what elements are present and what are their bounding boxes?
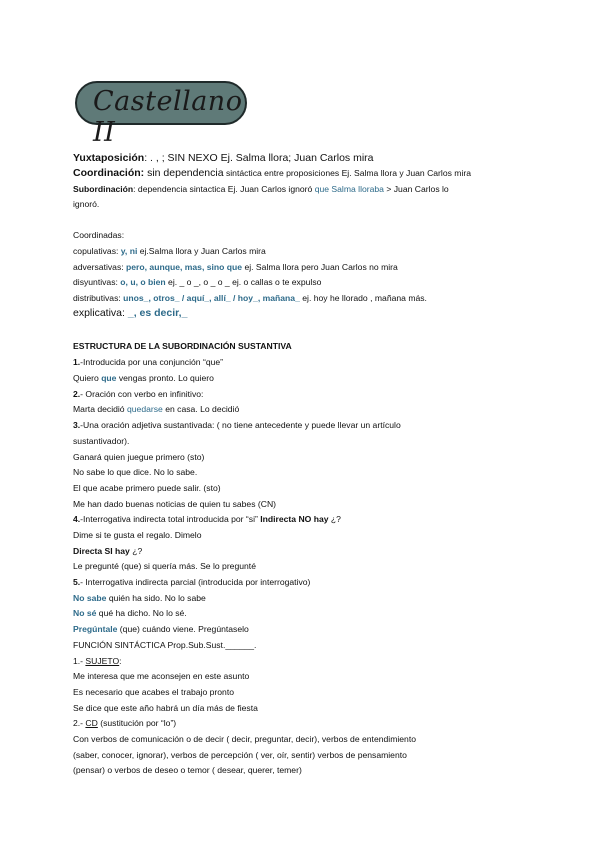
- text: - Oración con verbo en infinitivo:: [80, 389, 204, 399]
- text: Marta decidió: [73, 404, 127, 414]
- sujeto-heading: [73, 655, 122, 667]
- yuxtaposicion-line: [73, 152, 374, 164]
- highlight: No sé: [73, 608, 97, 618]
- term: Subordinación: [73, 184, 134, 194]
- adversativas-line: [73, 261, 398, 273]
- text: -Introducida por una conjunción “que”: [80, 357, 224, 367]
- label: SUJETO: [85, 656, 120, 666]
- text: qué ha dicho. No lo sé.: [96, 608, 187, 618]
- label: copulativas:: [73, 246, 121, 256]
- example-line: Me han dado buenas noticias de quien tu sabes (CN): [73, 499, 277, 509]
- copulativas-line: [73, 245, 266, 257]
- highlight: pero, aunque, mas, sino que: [126, 262, 243, 272]
- example-line: Ganará quien juegue primero (sto): [73, 452, 205, 462]
- item-3: [73, 419, 401, 431]
- example-line: Le pregunté (que) si quería más. Se lo pregunté: [73, 561, 256, 571]
- label: explicativa:: [73, 307, 128, 319]
- highlight: que: [101, 373, 117, 383]
- emphasis: Indirecta NO hay: [260, 514, 329, 524]
- highlight: o, u, o bien: [120, 277, 166, 287]
- example-line: [73, 623, 249, 635]
- text: sin dependencia: [144, 167, 224, 179]
- label: disyuntivas:: [73, 277, 121, 287]
- highlight: quedarse: [126, 404, 163, 414]
- section-heading: ESTRUCTURA DE LA SUBORDINACIÓN SUSTANTIVA: [73, 341, 292, 351]
- coordinadas-heading: Coordinadas:: [73, 230, 125, 240]
- text-line: (pensar) o verbos de deseo o temor ( desear, querer, temer): [73, 765, 302, 775]
- directa-line: [73, 545, 142, 557]
- highlight: que Salma lloraba: [314, 184, 384, 194]
- example-line: [73, 403, 239, 415]
- example-line: Se dice que este año habrá un día más de fiesta: [73, 703, 258, 713]
- text: > Juan Carlos lo: [383, 184, 449, 194]
- title-banner: [75, 81, 247, 148]
- text: ej. Salma llora pero Juan Carlos no mira: [242, 262, 398, 272]
- example-line: No sabe lo que dice. No lo sabe.: [73, 467, 198, 477]
- text: : . , ; SIN NEXO Ej. Salma llora; Juan Carlos mira: [144, 152, 374, 164]
- text: ¿?: [328, 514, 341, 524]
- text: ej. _ o _, o _ o _ ej. o callas o te expulso: [165, 277, 322, 287]
- text: Quiero: [73, 373, 102, 383]
- text: quién ha sido. No lo sabe: [106, 593, 206, 603]
- text: vengas pronto. Lo quiero: [116, 373, 214, 383]
- highlight: No sabe: [73, 593, 107, 603]
- example-line: Es necesario que acabes el trabajo pronto: [73, 687, 234, 697]
- text: (que) cuándo viene. Pregúntaselo: [117, 624, 249, 634]
- text-line: Con verbos de comunicación o de decir ( decir, preguntar, decir), verbos de entendimiento: [73, 734, 416, 744]
- label: adversativas:: [73, 262, 127, 272]
- text: (sustitución por “lo”): [97, 718, 177, 728]
- label: distributivas:: [73, 293, 124, 303]
- funcion-heading: FUNCIÓN SINTÁCTICA Prop.Sub.Sust.______.: [73, 640, 257, 650]
- example-line: Me interesa que me aconsejen en este asunto: [73, 671, 250, 681]
- text-line: (saber, conocer, ignorar), verbos de percepción ( ver, oír, sentir) verbos de pensamiento: [73, 750, 407, 760]
- text: - Interrogativa indirecta parcial (introducida por interrogativo): [80, 577, 311, 587]
- text-line: sustantivador).: [73, 436, 130, 446]
- example-line: [73, 592, 206, 604]
- text: :: [119, 656, 122, 666]
- highlight: _, es decir,_: [127, 307, 188, 319]
- number: 2.-: [73, 718, 86, 728]
- number: 1.-: [73, 656, 86, 666]
- number: 2.: [73, 389, 81, 399]
- highlight: y, ni: [120, 246, 138, 256]
- example-line: [73, 372, 214, 384]
- disyuntivas-line: [73, 276, 321, 288]
- distributivas-line: [73, 292, 427, 304]
- highlight: unos_, otros_ / aquí_, allí_ / hoy_, mañana_: [123, 293, 300, 303]
- cd-heading: [73, 717, 176, 729]
- number: 3.: [73, 420, 81, 430]
- term: Coordinación:: [73, 167, 145, 179]
- page-title: Castellano II: [93, 86, 243, 148]
- number: 4.: [73, 514, 81, 524]
- text-line: ignoró.: [73, 199, 100, 209]
- explicativa-line: [73, 307, 187, 319]
- example-line: [73, 607, 187, 619]
- term: Yuxtaposición: [73, 152, 145, 164]
- text: sintáctica entre proposiciones Ej. Salma llora y Juan Carlos mira: [223, 168, 471, 178]
- item-1: [73, 356, 223, 368]
- subordinacion-line: [73, 183, 449, 195]
- item-5: [73, 576, 310, 588]
- text: -Interrogativa indirecta total introducida por “si”: [80, 514, 261, 524]
- text: ej. hoy he llorado , mañana más.: [299, 293, 427, 303]
- label: CD: [85, 718, 98, 728]
- text: ¿?: [129, 546, 143, 556]
- number: 5.: [73, 577, 81, 587]
- number: 1.: [73, 357, 81, 367]
- emphasis: Directa SI hay: [73, 546, 130, 556]
- text: -Una oración adjetiva sustantivada: ( no tiene antecedente y puede llevar un artículo: [80, 420, 401, 430]
- item-2: [73, 388, 203, 400]
- highlight: Pregúntale: [73, 624, 118, 634]
- text: ej.Salma llora y Juan Carlos mira: [137, 246, 266, 256]
- item-4: [73, 513, 341, 525]
- text: : dependencia sintactica Ej. Juan Carlos ignoró: [133, 184, 315, 194]
- example-line: El que acabe primero puede salir. (sto): [73, 483, 221, 493]
- text: en casa. Lo decidió: [162, 404, 240, 414]
- example-line: Dime si te gusta el regalo. Dimelo: [73, 530, 202, 540]
- coordinacion-line: [73, 167, 471, 179]
